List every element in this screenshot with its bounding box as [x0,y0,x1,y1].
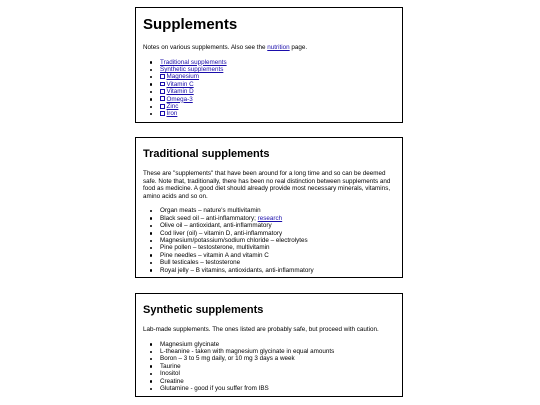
toc-link-label: Vitamin C [166,80,194,88]
toc-item [160,73,395,80]
list-item: Taurine [160,363,395,370]
list-item: Magnesium/potassium/sodium chloride – electrolytes [160,237,395,244]
research-link[interactable]: research [257,214,283,222]
list-item: Olive oil – antioxidant, anti-inflammatory [160,222,395,229]
list-item: Magnesium glycinate [160,341,395,348]
nutrition-link[interactable]: nutrition [267,44,290,51]
traditional-description: These are "supplements" that have been around for a long time and so can be deemed safe. Note that, traditionally, there has been no real distinction between supplements and food as medicine. A good diet should already provide most necessary minerals, vitamins, amino acids and so on. [143,170,391,200]
page-title: Supplements [143,16,238,33]
list-item: Pine needles – vitamin A and vitamin C [160,252,395,259]
list-item: Boron – 3 to 5 mg daily, or 10 mg 3 days a week [160,355,395,362]
section-title-traditional: Traditional supplements [143,148,270,160]
toc-item [160,110,395,117]
traditional-supplements-card [135,137,403,278]
toc-item [160,66,395,73]
missing-glyph-icon [160,104,165,109]
missing-glyph-icon [160,111,165,116]
toc-link-vitamin-c[interactable] [160,81,194,88]
intro-text-after-link: page. [289,44,308,51]
traditional-list [143,207,395,274]
missing-glyph-icon [160,82,165,87]
toc-link-vitamin-d[interactable] [160,88,194,95]
list-item-text: Black seed oil – anti-inflammatory; [160,214,258,222]
toc-link-label: Magnesium [166,73,200,81]
section-title-synthetic: Synthetic supplements [143,304,264,316]
list-item: Glutamine - good if you suffer from IBS [160,385,395,392]
table-of-contents [143,59,395,118]
supplements-intro-card [135,7,403,123]
list-item: Pine pollen – testosterone, multivitamin [160,244,395,251]
intro-paragraph [143,44,395,52]
toc-link-synthetic[interactable]: Synthetic supplements [160,66,224,73]
toc-link-omega-3[interactable] [160,96,193,103]
list-item: Organ meats – nature's multivitamin [160,207,395,214]
list-item: Creatine [160,378,395,385]
toc-item [160,88,395,95]
synthetic-list [143,341,395,393]
toc-link-zinc[interactable] [160,103,178,110]
intro-text-before-link: Notes on various supplements. Also see the [143,44,268,51]
missing-glyph-icon [160,89,165,94]
toc-link-label: Iron [166,110,178,118]
synthetic-supplements-card [135,293,403,397]
toc-item [160,96,395,103]
synthetic-description: Lab-made supplements. The ones listed are probably safe, but proceed with caution. [143,326,379,333]
list-item: Royal jelly – B vitamins, antioxidants, anti-inflammatory [160,267,395,274]
toc-item [160,103,395,110]
missing-glyph-icon [160,74,165,79]
toc-link-label: Vitamin D [166,88,194,96]
list-item [160,215,395,222]
list-item: Bull testicales – testosterone [160,259,395,266]
toc-item [160,59,395,66]
list-item: Inositol [160,370,395,377]
missing-glyph-icon [160,96,165,101]
toc-link-magnesium[interactable] [160,73,199,80]
toc-link-label: Omega-3 [166,95,193,103]
toc-item [160,81,395,88]
list-item: L-theanine - taken with magnesium glycinate in equal amounts [160,348,395,355]
toc-link-label: Zinc [166,103,179,111]
toc-link-iron[interactable] [160,110,177,117]
list-item: Cod liver (oil) – vitamin D, anti-inflammatory [160,230,395,237]
toc-link-traditional[interactable]: Traditional supplements [160,58,227,66]
